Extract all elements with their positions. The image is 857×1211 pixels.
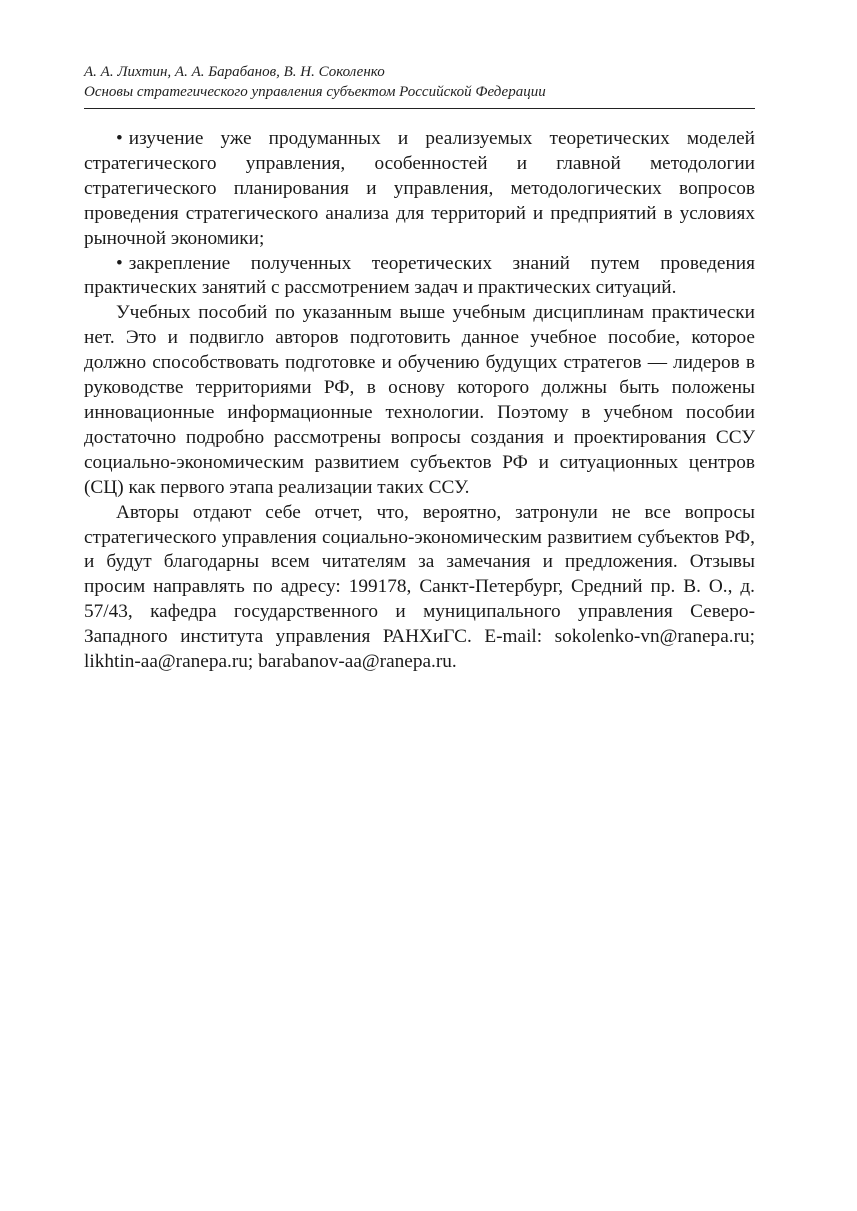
bullet-mark: •: [116, 128, 123, 149]
header-authors: А. А. Лихтин, А. А. Барабанов, В. Н. Соколенко: [84, 64, 385, 80]
paragraph-textbooks: Учебных пособий по указанным выше учебным дисциплинам практически нет. Это и подвигло авторов подготовить данное учебное пособие, которое должно способствовать подготовке и обучению будущих стратегов — лидеров в руководстве территориями РФ, в основу которого должны быть положены инновационные информационные технологии. Поэтому в учебном пособии достаточно подробно рассмотрены вопросы создания и проектирования ССУ социально-экономическим развитием субъектов РФ и ситуационных центров (СЦ) как первого этапа реализации таких ССУ.: [84, 302, 755, 498]
bullet-mark: •: [116, 252, 123, 274]
book-page: [84, 62, 755, 675]
bullet-item: [84, 252, 755, 302]
bullet-text: закрепление полученных теоретических знаний путем проведения практических занятий с рассмотрением задач и практических ситуаций.: [84, 252, 755, 299]
paragraph-authors-contacts: Авторы отдают себе отчет, что, вероятно, затронули не все вопросы стратегического управления социально-экономическим развитием субъектов РФ, и будут благодарны всем читателям за замечания и предложения. Отзывы просим направлять по адресу: 199178, Санкт-Петербург, Средний пр. В. О., д. 57/43, кафедра государственного и муниципального управления Северо-Западного института управления РАНХиГС. E-mail: sokolenko-vn@ranepa.ru; likhtin-aa@ranepa.ru; barabanov-aa@ranepa.ru.: [84, 501, 755, 673]
running-header: [84, 62, 755, 109]
bullet-item: [84, 127, 755, 252]
header-book-title: Основы стратегического управления субъектом Российской Федерации: [84, 84, 546, 100]
body-text: [84, 127, 755, 675]
bullet-text: изучение уже продуманных и реализуемых теоретических моделей стратегического управления, особенностей и главной методологии стратегического планирования и управления, методологических вопросов проведения стратегического анализа для территорий и предприятий в условиях рыночной экономики;: [84, 128, 755, 249]
